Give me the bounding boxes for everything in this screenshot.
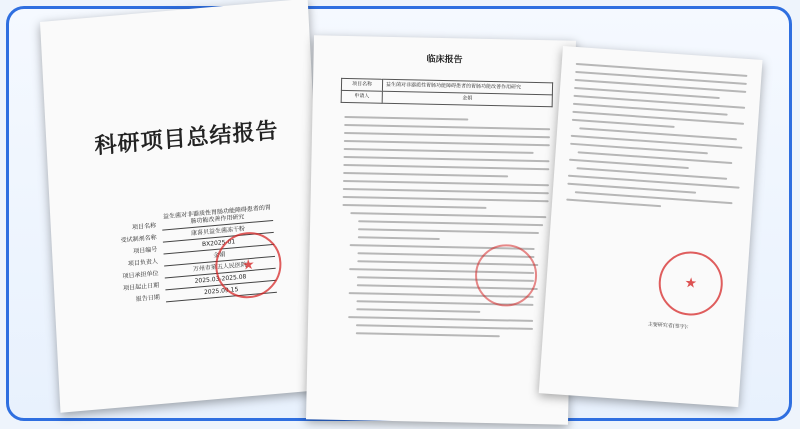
seal-star-icon: ★: [683, 275, 698, 292]
info-row: 受试制剂名称 康喜贝益生菌冻干粉: [103, 220, 273, 247]
info-row: 项目编号 BX2025-01: [104, 232, 274, 259]
info-row: 报告日期 2025.09.15: [107, 280, 277, 307]
seal-star-icon: ★: [241, 256, 256, 274]
report-title: 科研项目总结报告: [94, 117, 280, 160]
project-summary-report: [40, 0, 328, 413]
clinical-report-heading: 临床报告: [426, 54, 463, 66]
info-row: 项目名称 益生菌对非器质性胃肠功能障碍患者的胃肠功能改善作用研究: [102, 202, 273, 235]
report-body-text: [340, 116, 551, 344]
red-seal-stamp: [657, 249, 725, 317]
table-row: 项目名称 益生菌对非器质性胃肠功能障碍患者的胃肠功能改善作用研究: [341, 78, 552, 94]
conclusion-text: [566, 63, 748, 219]
info-row: 项目负责人 金娟: [105, 244, 275, 271]
clinical-info-table: [341, 78, 553, 107]
table-row: 申请人 金娟: [341, 90, 552, 106]
info-row: 项目承担单位 万州市第五人民医院: [105, 256, 275, 283]
clinical-report: [306, 35, 576, 424]
investigator-signature-label: 主要研究者(签字)：: [647, 321, 692, 331]
info-row: 项目起止日期 2025.03-2025.08: [106, 268, 276, 295]
report-conclusion-page: [539, 46, 763, 407]
